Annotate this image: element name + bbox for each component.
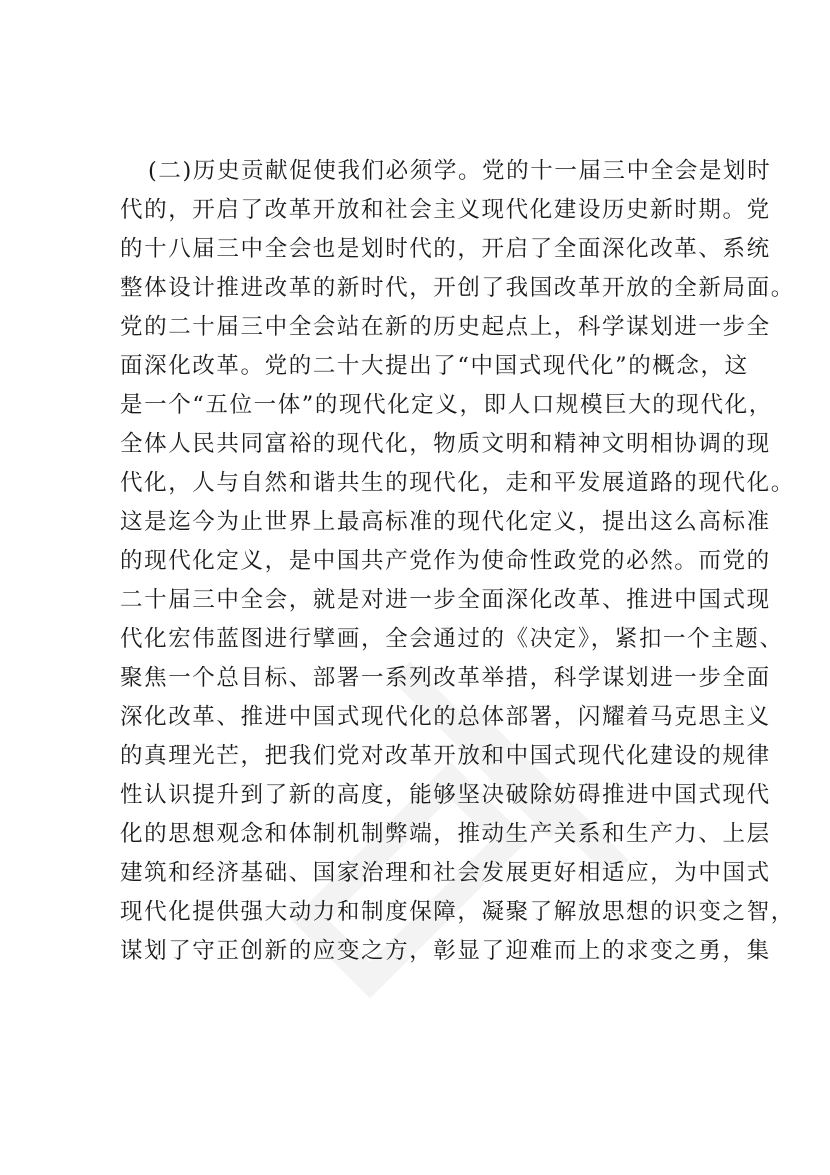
text-line-13: 代化宏伟蓝图进行擘画，全会通过的《决定》，紧扣一个主题、 bbox=[120, 626, 784, 652]
text-line-12: 二十届三中全会，就是对进一步全面深化改革、推进中国式现 bbox=[120, 587, 771, 613]
text-line-11: 的现代化定义，是中国共产党作为使命性政党的必然。而党的 bbox=[120, 548, 771, 574]
text-line-9: 代化，人与自然和谐共生的现代化，走和平发展道路的现代化。 bbox=[120, 470, 795, 496]
text-line-18: 化的思想观念和体制机制弊端，推动生产关系和生产力、上层 bbox=[120, 821, 771, 847]
text-line-3: 的十八届三中全会也是划时代的，开启了全面深化改革、系统 bbox=[120, 236, 771, 262]
text-line-2: 代的，开启了改革开放和社会主义现代化建设历史新时期。党 bbox=[120, 197, 771, 223]
text-line-20: 现代化提供强大动力和制度保障，凝聚了解放思想的识变之智， bbox=[120, 899, 795, 925]
text-line-1: (二)历史贡献促使我们必须学。党的十一届三中全会是划时 bbox=[148, 158, 772, 184]
text-line-15: 深化改革、推进中国式现代化的总体部署，闪耀着马克思主义 bbox=[120, 704, 771, 730]
text-line-17: 性认识提升到了新的高度，能够坚决破除妨碍推进中国式现代 bbox=[120, 782, 771, 808]
text-line-14: 聚焦一个总目标、部署一系列改革举措，科学谋划进一步全面 bbox=[120, 665, 771, 691]
text-line-10: 这是迄今为止世界上最高标准的现代化定义，提出这么高标准 bbox=[120, 509, 771, 535]
text-line-5: 党的二十届三中全会站在新的历史起点上，科学谋划进一步全 bbox=[120, 314, 771, 340]
text-line-6: 面深化改革。党的二十大提出了“中国式现代化”的概念，这 bbox=[120, 353, 749, 379]
text-line-4: 整体设计推进改革的新时代，开创了我国改革开放的全新局面。 bbox=[120, 275, 795, 301]
text-line-21: 谋划了守正创新的应变之方，彰显了迎难而上的求变之勇，集 bbox=[120, 938, 771, 964]
text-line-16: 的真理光芒，把我们党对改革开放和中国式现代化建设的规律 bbox=[120, 743, 771, 769]
text-line-19: 建筑和经济基础、国家治理和社会发展更好相适应，为中国式 bbox=[120, 860, 771, 886]
text-line-7: 是一个“五位一体”的现代化定义，即人口规模巨大的现代化， bbox=[120, 392, 773, 418]
text-line-8: 全体人民共同富裕的现代化，物质文明和精神文明相协调的现 bbox=[120, 431, 771, 457]
